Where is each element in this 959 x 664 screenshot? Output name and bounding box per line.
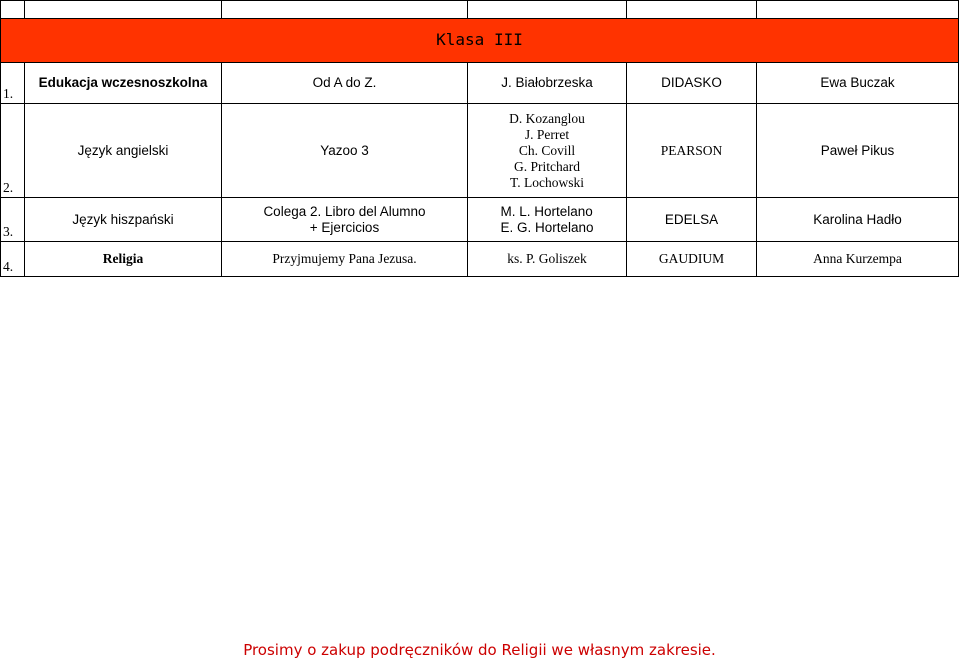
footer-note: Prosimy o zakup podręczników do Religii we własnym zakresie.: [243, 641, 716, 659]
author-name: Ch. Covill: [518, 142, 576, 158]
textbook-table: [0, 0, 959, 277]
book-title-cell: Od A do Z.: [222, 63, 468, 104]
stub-cell: [627, 1, 757, 19]
subject-cell: Edukacja wczesnoszkolna: [25, 63, 222, 104]
book-title-cell: [222, 198, 468, 242]
stub-cell: [222, 1, 468, 19]
publisher-cell: DIDASKO: [627, 63, 757, 104]
book-title-cell: Przyjmujemy Pana Jezusa.: [222, 242, 468, 277]
banner-cell: [1, 19, 959, 63]
authors-cell: [468, 104, 627, 198]
author-name: J. Perret: [524, 126, 570, 142]
author-name: M. L. Hortelano: [500, 203, 593, 219]
book-title-cell: Yazoo 3: [222, 104, 468, 198]
row-number: 1.: [1, 63, 25, 104]
stub-cell: [468, 1, 627, 19]
table-row: [1, 63, 959, 104]
publisher-cell: PEARSON: [627, 104, 757, 198]
row-number: 4.: [1, 242, 25, 277]
row-number: 2.: [1, 104, 25, 198]
stub-cell: [25, 1, 222, 19]
subject-cell: Religia: [25, 242, 222, 277]
publisher-cell: EDELSA: [627, 198, 757, 242]
book-title-line: Colega 2. Libro del Alumno: [263, 203, 426, 219]
teacher-cell: Paweł Pikus: [757, 104, 959, 198]
row-number: 3.: [1, 198, 25, 242]
book-title-line: + Ejercicios: [309, 219, 380, 235]
subject-cell: Język hiszpański: [25, 198, 222, 242]
teacher-cell: Karolina Hadło: [757, 198, 959, 242]
authors-cell: [468, 198, 627, 242]
author-name: G. Pritchard: [514, 158, 580, 174]
author-name: T. Lochowski: [510, 174, 584, 190]
top-stub-row: [1, 1, 959, 19]
table-row: [1, 242, 959, 277]
class-banner: [1, 19, 959, 63]
table-row: [1, 104, 959, 198]
author-name: D. Kozanglou: [509, 110, 585, 126]
teacher-cell: Ewa Buczak: [757, 63, 959, 104]
table-row: [1, 198, 959, 242]
author-name: E. G. Hortelano: [500, 219, 594, 235]
stub-cell: [1, 1, 25, 19]
authors-cell: J. Białobrzeska: [468, 63, 627, 104]
authors-cell: ks. P. Goliszek: [468, 242, 627, 277]
subject-cell: Język angielski: [25, 104, 222, 198]
class-title: Klasa III: [436, 30, 523, 49]
publisher-cell: GAUDIUM: [627, 242, 757, 277]
teacher-cell: Anna Kurzempa: [757, 242, 959, 277]
stub-cell: [757, 1, 959, 19]
